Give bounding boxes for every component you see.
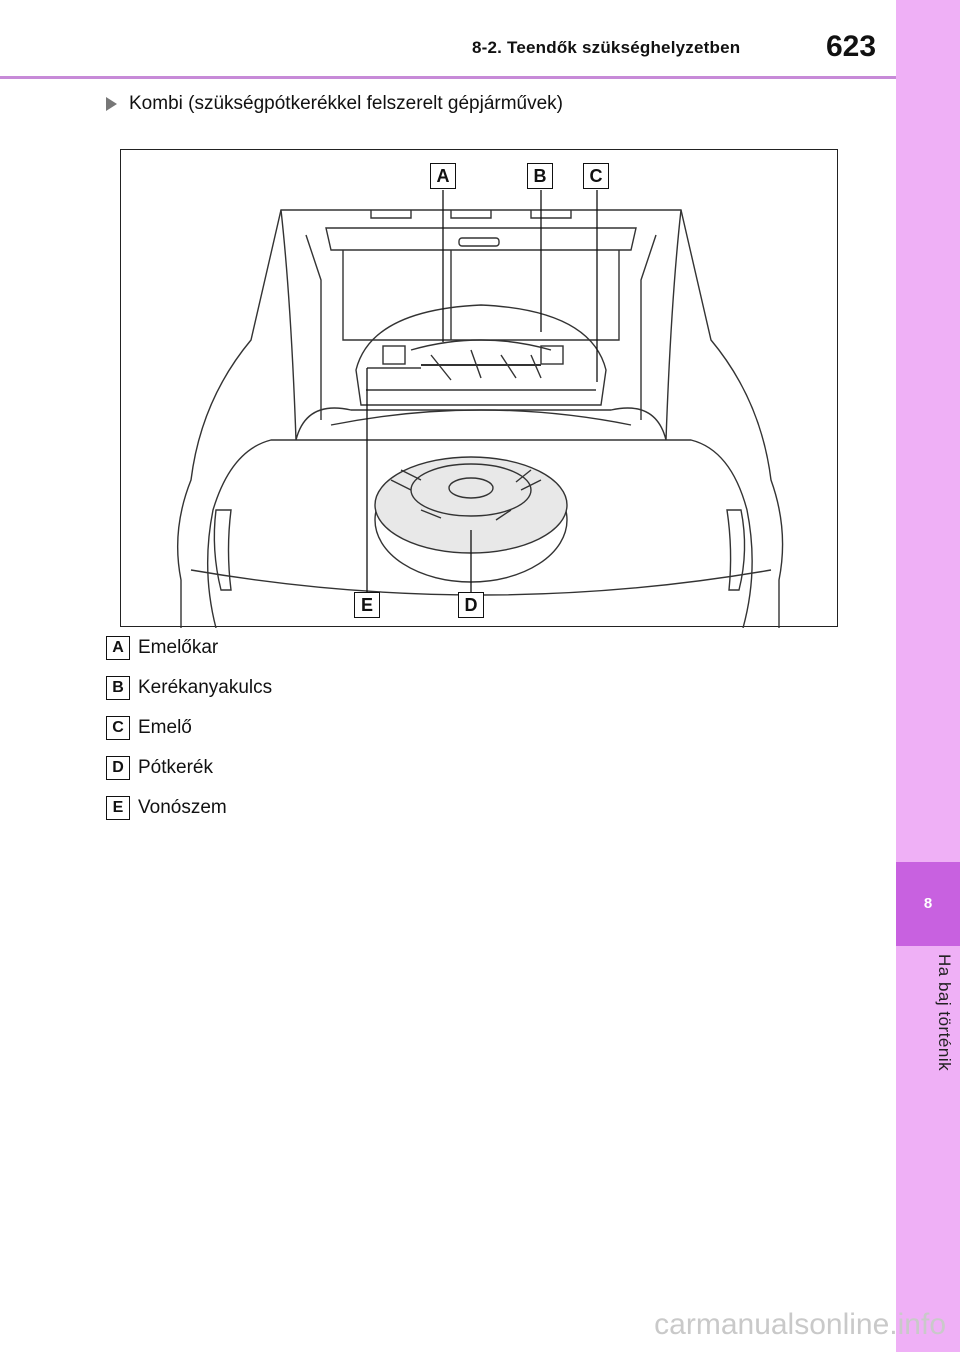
- legend-item-b: [106, 676, 272, 700]
- side-tab-chapter-title: Ha baj történik: [935, 954, 954, 1072]
- subsection-heading: [106, 93, 563, 115]
- header-rule: [0, 76, 896, 79]
- legend-item-e: [106, 796, 227, 820]
- legend-label: Vonószem: [138, 797, 227, 818]
- trunk-illustration: [120, 149, 838, 627]
- legend-label: Kerékanyakulcs: [138, 677, 273, 698]
- legend-item-c: [106, 716, 192, 740]
- legend-letter: A: [106, 636, 130, 660]
- legend-label: Emelő: [138, 717, 192, 738]
- triangle-bullet-icon: [106, 97, 117, 111]
- callout-c: C: [583, 163, 609, 189]
- car-trunk-drawing: [121, 150, 839, 628]
- legend-item-d: [106, 756, 213, 780]
- legend-letter: C: [106, 716, 130, 740]
- callout-b: B: [527, 163, 553, 189]
- legend-letter: B: [106, 676, 130, 700]
- legend-label: Emelőkar: [138, 637, 219, 658]
- watermark: carmanualsonline.info: [654, 1308, 946, 1341]
- callout-e: E: [354, 592, 380, 618]
- page-number: 623: [826, 30, 877, 63]
- header-section-title: 8-2. Teendők szükséghelyzetben: [472, 38, 741, 57]
- callout-d: D: [458, 592, 484, 618]
- callout-a: A: [430, 163, 456, 189]
- legend-letter: D: [106, 756, 130, 780]
- side-tab-chapter-number: 8: [896, 862, 960, 946]
- legend-letter: E: [106, 796, 130, 820]
- legend-label: Pótkerék: [138, 757, 213, 778]
- subsection-title: Kombi (szükségpótkerékkel felszerelt gépjárművek): [129, 93, 564, 114]
- legend-item-a: [106, 636, 218, 660]
